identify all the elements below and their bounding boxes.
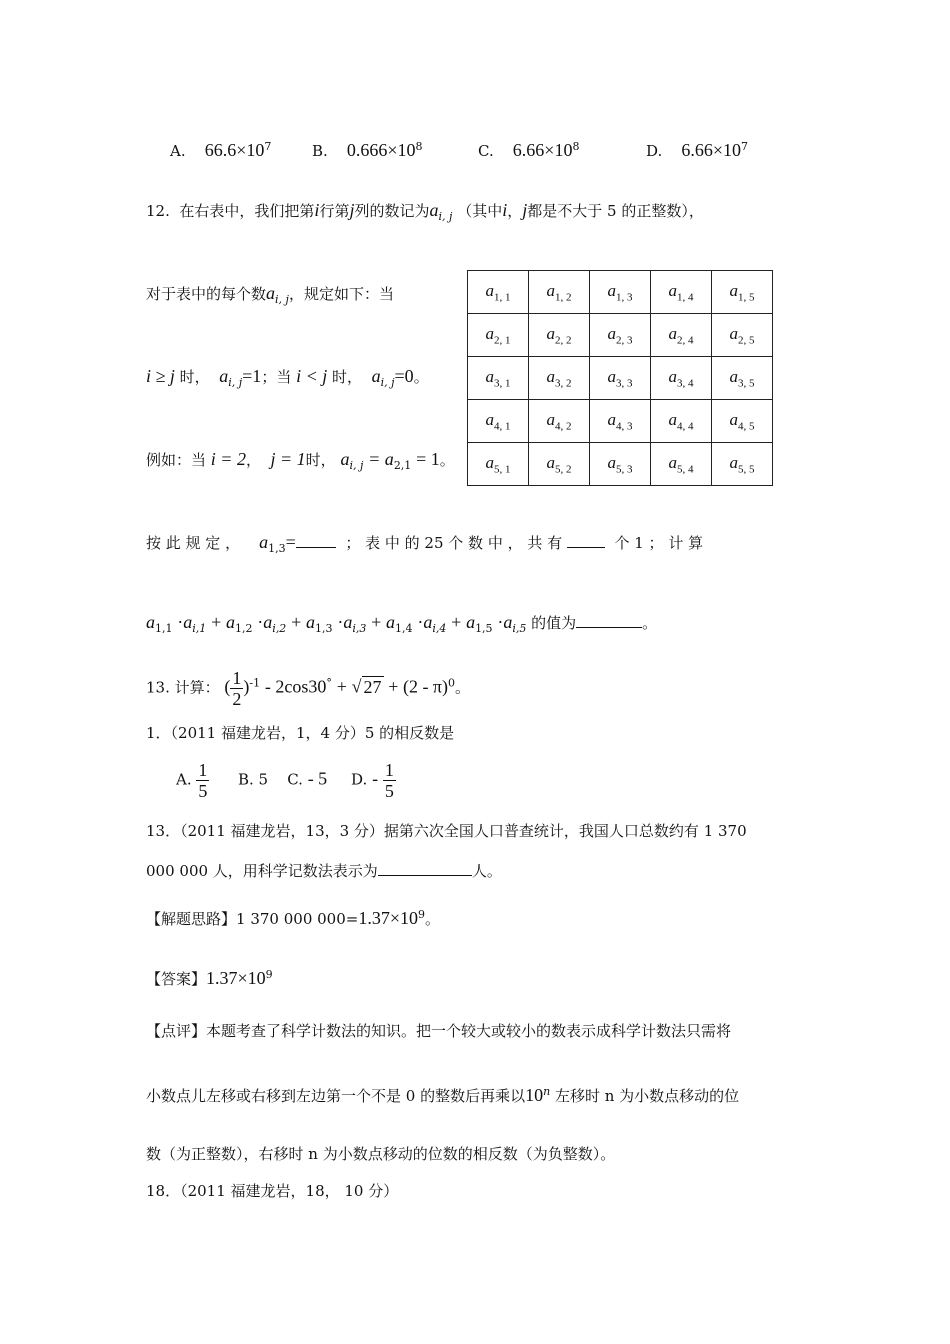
q11-option-b: B. $0.666\times 10^8$ (312, 140, 423, 160)
table-cell: $a_{5, 4}$ (651, 443, 712, 486)
q13-calc: 13. 计算： ( $\frac{1}{2}$ )$^{-1}$ - 2cos30° + √ 27 + (2 - π)$^0$。 (146, 668, 471, 709)
p13-comment-2: 小数点儿左移或右移到左边第一个不是 0 的整数后再乘以10$^n$ 左移时 n 为小数点移动的位 (146, 1085, 740, 1105)
q12-line2: 对于表中的每个数$a_{i, j}$，规定如下：当 (146, 283, 394, 306)
table-cell: $a_{4, 3}$ (590, 400, 651, 443)
table-cell: $a_{3, 3}$ (590, 357, 651, 400)
table-row (468, 314, 773, 357)
p13-comment-1: 【点评】本题考查了科学计数法的知识。把一个较大或较小的数表示成科学计数法只需将 (146, 1022, 732, 1040)
q12-example: 例如：当 i = 2， j = 1时， $a_{i, j} = a_{2,1} = 1$。 (146, 449, 455, 472)
q12-conditions: i ≥ j 时， $a_{i, j}=1$；当 i < j 时， $a_{i, j}=0$。 (146, 366, 429, 389)
p1-options: A. $\frac{1}{5}$ B. 5 C. - 5 D. - $\frac{1}{5}$ (176, 760, 394, 801)
table-cell: $a_{3, 5}$ (712, 357, 773, 400)
table-cell: $a_{3, 4}$ (651, 357, 712, 400)
p13-line1: 13．（2011 福建龙岩，13，3 分）据第六次全国人口普查统计，我国人口总数约有 1 370 (146, 822, 747, 840)
table-cell: $a_{4, 4}$ (651, 400, 712, 443)
q12-rule: 按 此 规 定 ， $a_{1,3}=$ ； 表 中 的 25 个 数 中 ， 共 有 个 1 ； 计 算 (146, 532, 704, 555)
blank-count[interactable] (567, 547, 605, 548)
blank-a13[interactable] (296, 547, 336, 548)
table-cell: $a_{2, 1}$ (468, 314, 529, 357)
q11-option-d: D. $6.66\times 10^7$ (646, 140, 748, 160)
p18-heading: 18．（2011 福建龙岩，18， 10 分） (146, 1182, 399, 1200)
p1-question: 1．（2011 福建龙岩，1，4 分）5 的相反数是 (146, 724, 455, 742)
table-cell: $a_{4, 2}$ (529, 400, 590, 443)
table-cell: $a_{5, 5}$ (712, 443, 773, 486)
table-row (468, 357, 773, 400)
table-row (468, 271, 773, 314)
table-cell: $a_{1, 4}$ (651, 271, 712, 314)
table-cell: $a_{2, 4}$ (651, 314, 712, 357)
table-cell: $a_{5, 2}$ (529, 443, 590, 486)
table-cell: $a_{1, 2}$ (529, 271, 590, 314)
p13-comment-3: 数（为正整数），右移时 n 为小数点移动的位数的相反数（为负整数）。 (146, 1145, 616, 1163)
table-cell: $a_{5, 3}$ (590, 443, 651, 486)
table-cell: $a_{3, 2}$ (529, 357, 590, 400)
q11-option-c: C. $6.66\times 10^8$ (478, 140, 580, 160)
p13-answer: 【答案】$1.37\times 10^9$ (146, 968, 273, 988)
table-cell: $a_{2, 2}$ (529, 314, 590, 357)
q12-intro: 12. 在右表中，我们把第i行第j列的数记为$a_{i, j}$ （其中i，j都是不大于 5 的正整数）， (146, 200, 704, 223)
table-cell: $a_{4, 1}$ (468, 400, 529, 443)
p13-line2: 000 000 人，用科学记数法表示为 人。 (146, 862, 502, 880)
q12-sum-expression: $a_{1,1} \cdot a_{i,1} + a_{1,2} \cdot a_{i,2} + a_{1,3} \cdot a_{i,3} + a_{1,4} \cdot a_{i,4} + a_{1,5} \cdot a_{i,5}$ 的值为 。 (146, 612, 658, 635)
table-row (468, 443, 773, 486)
table-cell: $a_{3, 1}$ (468, 357, 529, 400)
q11-option-a: A. $66.6\times 10^7$ (170, 140, 272, 160)
p13-thinking: 【解题思路】1 370 000 $000=1.37\times 10^9$。 (146, 908, 440, 928)
table-cell: $a_{1, 3}$ (590, 271, 651, 314)
table-cell: $a_{2, 5}$ (712, 314, 773, 357)
table-cell: $a_{2, 3}$ (590, 314, 651, 357)
blank-population[interactable] (378, 875, 472, 876)
table-cell: $a_{5, 1}$ (468, 443, 529, 486)
table-cell: $a_{1, 1}$ (468, 271, 529, 314)
table-cell: $a_{4, 5}$ (712, 400, 773, 443)
table-row (468, 400, 773, 443)
blank-sum[interactable] (576, 627, 642, 628)
matrix-table (467, 270, 773, 486)
table-cell: $a_{1, 5}$ (712, 271, 773, 314)
